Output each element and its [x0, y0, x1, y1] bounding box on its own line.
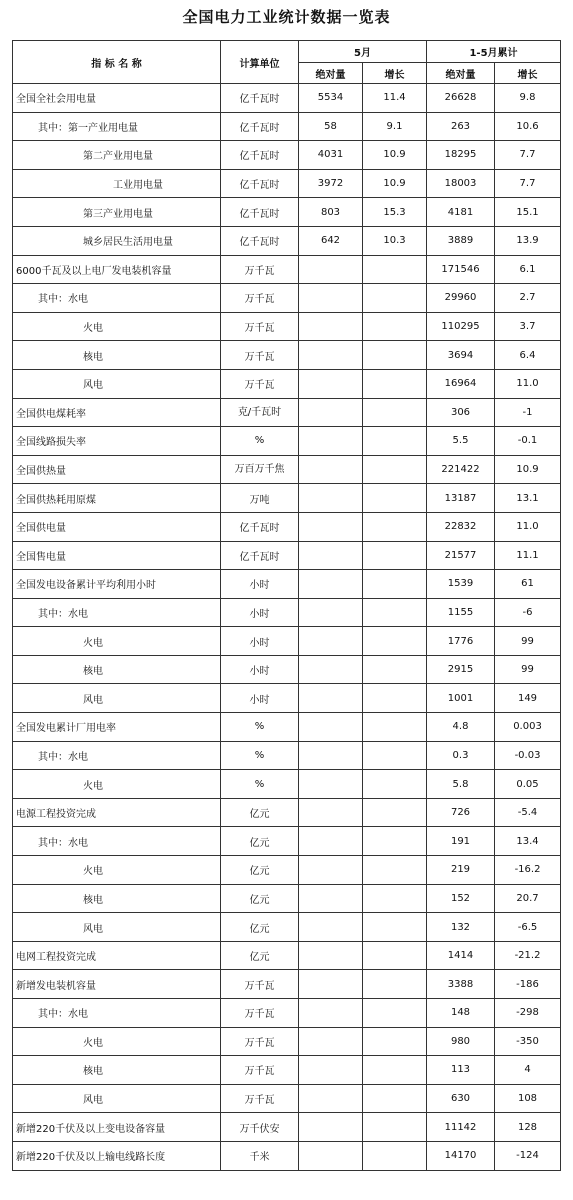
month-abs-cell — [299, 312, 363, 341]
cumulative-abs-cell: 1001 — [427, 684, 495, 713]
cumulative-growth-cell: 10.6 — [495, 112, 561, 141]
header-unit: 计算单位 — [221, 41, 299, 84]
cumulative-growth-cell: 11.0 — [495, 369, 561, 398]
cumulative-growth-cell: 13.4 — [495, 827, 561, 856]
unit-cell: 亿元 — [221, 827, 299, 856]
cumulative-growth-cell: 15.1 — [495, 198, 561, 227]
unit-cell: 小时 — [221, 655, 299, 684]
month-abs-cell — [299, 541, 363, 570]
indicator-name: 其中：水电 — [13, 999, 221, 1028]
table-row — [13, 512, 561, 541]
statistics-table — [12, 40, 561, 1171]
indicator-name: 火电 — [13, 1027, 221, 1056]
unit-cell: 亿元 — [221, 941, 299, 970]
month-abs-cell — [299, 427, 363, 456]
cumulative-growth-cell: -186 — [495, 970, 561, 999]
table-row — [13, 1113, 561, 1142]
cumulative-growth-cell: 13.9 — [495, 226, 561, 255]
table-row — [13, 1027, 561, 1056]
table-row — [13, 1084, 561, 1113]
month-growth-cell — [363, 369, 427, 398]
month-growth-cell — [363, 655, 427, 684]
cumulative-growth-cell: -5.4 — [495, 798, 561, 827]
indicator-name: 核电 — [13, 884, 221, 913]
table-row — [13, 827, 561, 856]
unit-cell: 亿元 — [221, 884, 299, 913]
cumulative-growth-cell: 11.1 — [495, 541, 561, 570]
cumulative-growth-cell: 3.7 — [495, 312, 561, 341]
indicator-name: 其中：水电 — [13, 598, 221, 627]
table-row — [13, 255, 561, 284]
header-cumulative-growth: 增长 — [495, 63, 561, 84]
month-growth-cell — [363, 598, 427, 627]
unit-cell: 万千瓦 — [221, 1056, 299, 1085]
month-growth-cell: 10.9 — [363, 141, 427, 170]
cumulative-abs-cell: 0.3 — [427, 741, 495, 770]
header-cumulative: 1-5月累计 — [427, 41, 561, 63]
table-row — [13, 999, 561, 1028]
table-row — [13, 970, 561, 999]
month-abs-cell — [299, 684, 363, 713]
indicator-name: 其中：水电 — [13, 827, 221, 856]
cumulative-growth-cell: -298 — [495, 999, 561, 1028]
cumulative-abs-cell: 980 — [427, 1027, 495, 1056]
unit-cell: 万千瓦 — [221, 284, 299, 313]
indicator-name: 全国供电煤耗率 — [13, 398, 221, 427]
unit-cell: 亿元 — [221, 913, 299, 942]
month-abs-cell — [299, 1141, 363, 1170]
month-abs-cell — [299, 598, 363, 627]
table-row — [13, 770, 561, 799]
unit-cell: 万百万千焦 — [221, 455, 299, 484]
cumulative-growth-cell: 6.4 — [495, 341, 561, 370]
cumulative-abs-cell: 306 — [427, 398, 495, 427]
cumulative-abs-cell: 221422 — [427, 455, 495, 484]
cumulative-abs-cell: 29960 — [427, 284, 495, 313]
unit-cell: 亿千瓦时 — [221, 541, 299, 570]
cumulative-abs-cell: 4181 — [427, 198, 495, 227]
indicator-name: 全国发电设备累计平均利用小时 — [13, 570, 221, 599]
month-abs-cell — [299, 398, 363, 427]
table-row — [13, 570, 561, 599]
cumulative-growth-cell: -1 — [495, 398, 561, 427]
indicator-name: 核电 — [13, 655, 221, 684]
table-row — [13, 856, 561, 885]
unit-cell: 万千瓦 — [221, 970, 299, 999]
cumulative-abs-cell: 1414 — [427, 941, 495, 970]
month-abs-cell — [299, 999, 363, 1028]
month-abs-cell — [299, 369, 363, 398]
month-abs-cell — [299, 970, 363, 999]
table-row — [13, 198, 561, 227]
month-abs-cell — [299, 1113, 363, 1142]
unit-cell: 小时 — [221, 627, 299, 656]
table-row — [13, 312, 561, 341]
table-row — [13, 169, 561, 198]
month-growth-cell — [363, 541, 427, 570]
cumulative-abs-cell: 5.5 — [427, 427, 495, 456]
unit-cell: % — [221, 713, 299, 742]
month-abs-cell — [299, 884, 363, 913]
month-abs-cell — [299, 827, 363, 856]
month-abs-cell: 5534 — [299, 84, 363, 113]
month-growth-cell — [363, 827, 427, 856]
cumulative-growth-cell: 0.003 — [495, 713, 561, 742]
table-row — [13, 1141, 561, 1170]
table-row — [13, 369, 561, 398]
month-growth-cell: 10.9 — [363, 169, 427, 198]
month-growth-cell — [363, 913, 427, 942]
indicator-name: 风电 — [13, 1084, 221, 1113]
indicator-name: 新增发电装机容量 — [13, 970, 221, 999]
month-growth-cell — [363, 427, 427, 456]
table-row — [13, 741, 561, 770]
page-title: 全国电力工业统计数据一览表 — [182, 8, 391, 26]
month-abs-cell — [299, 913, 363, 942]
unit-cell: 万千瓦 — [221, 341, 299, 370]
month-abs-cell — [299, 713, 363, 742]
cumulative-abs-cell: 726 — [427, 798, 495, 827]
month-growth-cell — [363, 798, 427, 827]
indicator-name: 火电 — [13, 627, 221, 656]
cumulative-growth-cell: -124 — [495, 1141, 561, 1170]
unit-cell: 亿千瓦时 — [221, 512, 299, 541]
unit-cell: 万吨 — [221, 484, 299, 513]
month-growth-cell — [363, 512, 427, 541]
indicator-name: 工业用电量 — [13, 169, 221, 198]
indicator-name: 电网工程投资完成 — [13, 941, 221, 970]
month-abs-cell — [299, 856, 363, 885]
cumulative-growth-cell: 7.7 — [495, 141, 561, 170]
indicator-name: 全国供热量 — [13, 455, 221, 484]
cumulative-abs-cell: 11142 — [427, 1113, 495, 1142]
table-row — [13, 541, 561, 570]
month-abs-cell — [299, 941, 363, 970]
indicator-name: 其中：第一产业用电量 — [13, 112, 221, 141]
cumulative-abs-cell: 4.8 — [427, 713, 495, 742]
cumulative-abs-cell: 14170 — [427, 1141, 495, 1170]
table-body — [13, 84, 561, 1171]
month-abs-cell: 642 — [299, 226, 363, 255]
cumulative-abs-cell: 1155 — [427, 598, 495, 627]
cumulative-growth-cell: 0.05 — [495, 770, 561, 799]
month-growth-cell — [363, 884, 427, 913]
unit-cell: 亿千瓦时 — [221, 169, 299, 198]
unit-cell: 小时 — [221, 598, 299, 627]
month-growth-cell — [363, 1056, 427, 1085]
cumulative-abs-cell: 18295 — [427, 141, 495, 170]
cumulative-abs-cell: 132 — [427, 913, 495, 942]
cumulative-abs-cell: 263 — [427, 112, 495, 141]
month-abs-cell: 58 — [299, 112, 363, 141]
table-row — [13, 713, 561, 742]
indicator-name: 核电 — [13, 341, 221, 370]
month-growth-cell — [363, 284, 427, 313]
unit-cell: 亿千瓦时 — [221, 198, 299, 227]
unit-cell: 万千伏安 — [221, 1113, 299, 1142]
month-growth-cell — [363, 941, 427, 970]
cumulative-growth-cell: 108 — [495, 1084, 561, 1113]
header-month: 5月 — [299, 41, 427, 63]
cumulative-abs-cell: 148 — [427, 999, 495, 1028]
indicator-name: 新增220千伏及以上变电设备容量 — [13, 1113, 221, 1142]
month-growth-cell — [363, 570, 427, 599]
indicator-name: 全国供电量 — [13, 512, 221, 541]
table-row — [13, 1056, 561, 1085]
unit-cell: 万千瓦 — [221, 369, 299, 398]
month-abs-cell — [299, 284, 363, 313]
cumulative-abs-cell: 191 — [427, 827, 495, 856]
month-growth-cell — [363, 999, 427, 1028]
indicator-name: 城乡居民生活用电量 — [13, 226, 221, 255]
table-row — [13, 284, 561, 313]
table-row — [13, 455, 561, 484]
indicator-name: 火电 — [13, 856, 221, 885]
month-growth-cell: 11.4 — [363, 84, 427, 113]
unit-cell: 亿千瓦时 — [221, 141, 299, 170]
unit-cell: 克/千瓦时 — [221, 398, 299, 427]
unit-cell: % — [221, 770, 299, 799]
cumulative-abs-cell: 18003 — [427, 169, 495, 198]
unit-cell: 小时 — [221, 570, 299, 599]
table-row — [13, 341, 561, 370]
cumulative-abs-cell: 22832 — [427, 512, 495, 541]
table-row — [13, 884, 561, 913]
month-growth-cell — [363, 1027, 427, 1056]
month-growth-cell — [363, 1113, 427, 1142]
cumulative-abs-cell: 13187 — [427, 484, 495, 513]
indicator-name: 全国供热耗用原煤 — [13, 484, 221, 513]
month-growth-cell — [363, 856, 427, 885]
month-growth-cell — [363, 341, 427, 370]
header-cumulative-abs: 绝对量 — [427, 63, 495, 84]
cumulative-abs-cell: 152 — [427, 884, 495, 913]
indicator-name: 其中：水电 — [13, 741, 221, 770]
month-growth-cell — [363, 255, 427, 284]
unit-cell: 万千瓦 — [221, 255, 299, 284]
month-abs-cell — [299, 484, 363, 513]
month-growth-cell — [363, 398, 427, 427]
cumulative-growth-cell: -16.2 — [495, 856, 561, 885]
cumulative-growth-cell: 99 — [495, 627, 561, 656]
table-row — [13, 655, 561, 684]
table-row — [13, 484, 561, 513]
month-abs-cell: 803 — [299, 198, 363, 227]
table-row — [13, 684, 561, 713]
cumulative-growth-cell: -6 — [495, 598, 561, 627]
cumulative-growth-cell: 4 — [495, 1056, 561, 1085]
month-growth-cell: 10.3 — [363, 226, 427, 255]
indicator-name: 其中：水电 — [13, 284, 221, 313]
unit-cell: 万千瓦 — [221, 999, 299, 1028]
cumulative-growth-cell: -6.5 — [495, 913, 561, 942]
table-row — [13, 398, 561, 427]
month-abs-cell — [299, 1084, 363, 1113]
unit-cell: % — [221, 427, 299, 456]
cumulative-growth-cell: 7.7 — [495, 169, 561, 198]
cumulative-abs-cell: 3388 — [427, 970, 495, 999]
cumulative-abs-cell: 1776 — [427, 627, 495, 656]
indicator-name: 第三产业用电量 — [13, 198, 221, 227]
table-row — [13, 427, 561, 456]
indicator-name: 全国发电累计厂用电率 — [13, 713, 221, 742]
month-growth-cell — [363, 455, 427, 484]
month-growth-cell — [363, 684, 427, 713]
indicator-name: 火电 — [13, 770, 221, 799]
unit-cell: 亿千瓦时 — [221, 112, 299, 141]
cumulative-abs-cell: 219 — [427, 856, 495, 885]
indicator-name: 风电 — [13, 369, 221, 398]
table-row — [13, 798, 561, 827]
indicator-name: 第二产业用电量 — [13, 141, 221, 170]
indicator-name: 6000千瓦及以上电厂发电装机容量 — [13, 255, 221, 284]
table-row — [13, 598, 561, 627]
cumulative-abs-cell: 113 — [427, 1056, 495, 1085]
unit-cell: 亿元 — [221, 798, 299, 827]
unit-cell: 亿千瓦时 — [221, 84, 299, 113]
month-abs-cell: 3972 — [299, 169, 363, 198]
month-growth-cell: 9.1 — [363, 112, 427, 141]
table-row — [13, 84, 561, 113]
month-abs-cell: 4031 — [299, 141, 363, 170]
month-abs-cell — [299, 770, 363, 799]
table-row — [13, 627, 561, 656]
indicator-name: 核电 — [13, 1056, 221, 1085]
month-growth-cell — [363, 1141, 427, 1170]
month-growth-cell — [363, 741, 427, 770]
month-abs-cell — [299, 798, 363, 827]
cumulative-abs-cell: 171546 — [427, 255, 495, 284]
cumulative-abs-cell: 630 — [427, 1084, 495, 1113]
month-growth-cell — [363, 970, 427, 999]
month-abs-cell — [299, 570, 363, 599]
unit-cell: 小时 — [221, 684, 299, 713]
cumulative-abs-cell: 26628 — [427, 84, 495, 113]
indicator-name: 电源工程投资完成 — [13, 798, 221, 827]
table-row — [13, 112, 561, 141]
cumulative-growth-cell: 99 — [495, 655, 561, 684]
table-row — [13, 226, 561, 255]
unit-cell: % — [221, 741, 299, 770]
month-growth-cell — [363, 312, 427, 341]
cumulative-abs-cell: 21577 — [427, 541, 495, 570]
cumulative-abs-cell: 1539 — [427, 570, 495, 599]
table-row — [13, 941, 561, 970]
month-abs-cell — [299, 741, 363, 770]
cumulative-growth-cell: 6.1 — [495, 255, 561, 284]
cumulative-growth-cell: -350 — [495, 1027, 561, 1056]
cumulative-abs-cell: 3889 — [427, 226, 495, 255]
cumulative-growth-cell: 149 — [495, 684, 561, 713]
unit-cell: 万千瓦 — [221, 312, 299, 341]
indicator-name: 风电 — [13, 684, 221, 713]
unit-cell: 亿元 — [221, 856, 299, 885]
cumulative-growth-cell: 10.9 — [495, 455, 561, 484]
indicator-name: 风电 — [13, 913, 221, 942]
cumulative-growth-cell: 9.8 — [495, 84, 561, 113]
cumulative-growth-cell: 2.7 — [495, 284, 561, 313]
month-growth-cell — [363, 484, 427, 513]
table-row — [13, 913, 561, 942]
month-growth-cell: 15.3 — [363, 198, 427, 227]
unit-cell: 千米 — [221, 1141, 299, 1170]
cumulative-abs-cell: 2915 — [427, 655, 495, 684]
header-month-abs: 绝对量 — [299, 63, 363, 84]
indicator-name: 火电 — [13, 312, 221, 341]
cumulative-growth-cell: -0.03 — [495, 741, 561, 770]
cumulative-growth-cell: 128 — [495, 1113, 561, 1142]
month-abs-cell — [299, 627, 363, 656]
cumulative-abs-cell: 5.8 — [427, 770, 495, 799]
indicator-name: 全国售电量 — [13, 541, 221, 570]
unit-cell: 万千瓦 — [221, 1084, 299, 1113]
cumulative-abs-cell: 16964 — [427, 369, 495, 398]
indicator-name: 新增220千伏及以上输电线路长度 — [13, 1141, 221, 1170]
cumulative-abs-cell: 3694 — [427, 341, 495, 370]
month-growth-cell — [363, 770, 427, 799]
cumulative-growth-cell: 13.1 — [495, 484, 561, 513]
cumulative-abs-cell: 110295 — [427, 312, 495, 341]
indicator-name: 全国全社会用电量 — [13, 84, 221, 113]
cumulative-growth-cell: 20.7 — [495, 884, 561, 913]
month-abs-cell — [299, 1056, 363, 1085]
header-month-growth: 增长 — [363, 63, 427, 84]
unit-cell: 万千瓦 — [221, 1027, 299, 1056]
cumulative-growth-cell: -0.1 — [495, 427, 561, 456]
month-abs-cell — [299, 455, 363, 484]
cumulative-growth-cell: 11.0 — [495, 512, 561, 541]
header-indicator: 指 标 名 称 — [13, 41, 221, 84]
month-abs-cell — [299, 512, 363, 541]
month-abs-cell — [299, 655, 363, 684]
month-growth-cell — [363, 713, 427, 742]
month-abs-cell — [299, 1027, 363, 1056]
unit-cell: 亿千瓦时 — [221, 226, 299, 255]
month-abs-cell — [299, 255, 363, 284]
cumulative-growth-cell: 61 — [495, 570, 561, 599]
month-growth-cell — [363, 1084, 427, 1113]
month-abs-cell — [299, 341, 363, 370]
indicator-name: 全国线路损失率 — [13, 427, 221, 456]
table-row — [13, 141, 561, 170]
cumulative-growth-cell: -21.2 — [495, 941, 561, 970]
month-growth-cell — [363, 627, 427, 656]
header-row — [13, 41, 561, 63]
